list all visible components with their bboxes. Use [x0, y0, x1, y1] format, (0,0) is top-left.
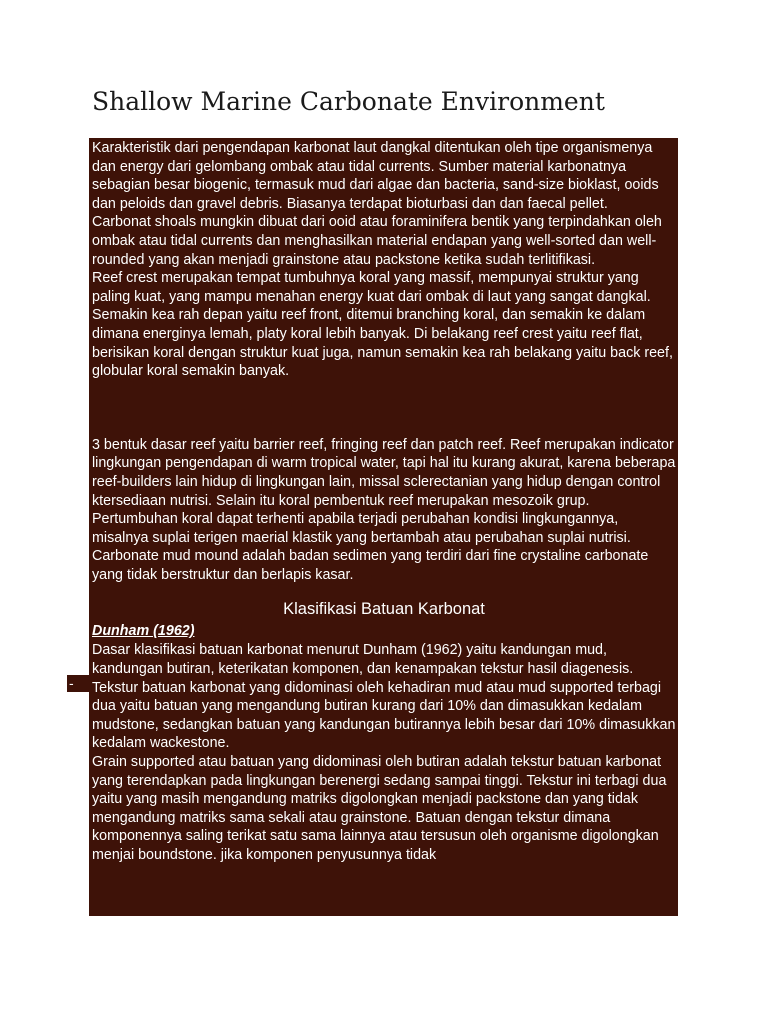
section-heading: Klasifikasi Batuan Karbonat: [283, 600, 485, 619]
paragraph-reef-forms: 3 bentuk dasar reef yaitu barrier reef, fringing reef dan patch reef. Reef merupakan indicator lingkungan pengendapan di warm tropical water, tapi hal itu kurang akurat, karena beberapa reef-builders lain hidup di lingkungan lain, missal sclerectanian yang hidup dengan control ktersediaan nutrisi. Selain itu koral pembentuk reef merupakan mesozoik grup.: [92, 436, 676, 509]
content-text-block: [92, 139, 676, 865]
paragraph-dunham-basis: Dasar klasifikasi batuan karbonat menurut Dunham (1962) yaitu kandungan mud, kandungan butiran, keterikatan komponen, dan kenampakan tekstur hasil diagenesis. Tekstur batuan karbonat yang didominasi oleh kehadiran mud atau mud supported terbagi dua yaitu batuan yang mengandung butiran kurang dari 10% dan dimasukkan kedalam mudstone, sedangkan batuan yang kandungan butirannya lebih besar dari 10% dimasukkan kedalam wackestone.: [92, 642, 676, 752]
paragraph-reef-crest: Reef crest merupakan tempat tumbuhnya koral yang massif, mempunyai struktur yang paling kuat, yang mampu menahan energy kuat dari ombak di laut yang sangat dangkal. Semakin kea rah depan yaitu reef front, ditemui branching koral, dan semakin ke dalam dimana energinya lemah, platy koral lebih banyak. Di belakang reef crest yaitu reef flat, berisikan koral dengan struktur kuat juga, namun semakin kea rah belakang yaitu back reef, globular koral semakin banyak.: [92, 270, 673, 380]
content-box: [89, 138, 678, 916]
paragraph-characteristics: Karakteristik dari pengendapan karbonat laut dangkal ditentukan oleh tipe organismenya dan energy dari gelombang ombak atau tidal currents. Sumber material karbonatnya sebagian besar biogenic, termasuk mud dari algae dan bacteria, sand-size bioklast, ooids dan peloids dan gravel debris. Biasanya terdapat bioturbasi dan dan faecal pellet.: [92, 140, 659, 212]
blank-space: [92, 381, 676, 436]
paragraph-carbonate-shoals: Carbonat shoals mungkin dibuat dari ooid atau foraminifera bentik yang terpindahkan oleh ombak atau tidal currents dan menghasilkan material endapan yang well-sorted dan well-rounded yang akan menjadi grainstone atau packstone ketika sudah terlitifikasi.: [92, 214, 662, 268]
page-title: Shallow Marine Carbonate Environment: [92, 87, 605, 116]
paragraph-coral-growth: Pertumbuhan koral dapat terhenti apabila terjadi perubahan kondisi lingkungannya, misalnya suplai terigen maerial klastik yang bertambah atau perubahan suplai nutrisi. Carbonate mud mound adalah badan sedimen yang terdiri dari fine crystaline carbonate yang tidak berstruktur dan berlapis kasar.: [92, 511, 649, 583]
paragraph-grain-supported: Grain supported atau batuan yang didominasi oleh butiran adalah tekstur batuan karbonat yang terendapkan pada lingkungan berenergi sedang sampai tinggi. Tekstur ini terbagi dua yaitu yang masih mengandung matriks digolongkan menjadi packstone dan yang tidak mengandung matriks sama sekali atau grainstone. Batuan dengan tekstur dimana komponennya saling terikat satu sama lainnya atau tersusun oleh organisme digolongkan menjai boundstone. jika komponen penyusunnya tidak: [92, 754, 667, 863]
bullet-marker: -: [67, 675, 89, 692]
subsection-heading: Dunham (1962): [92, 623, 195, 640]
